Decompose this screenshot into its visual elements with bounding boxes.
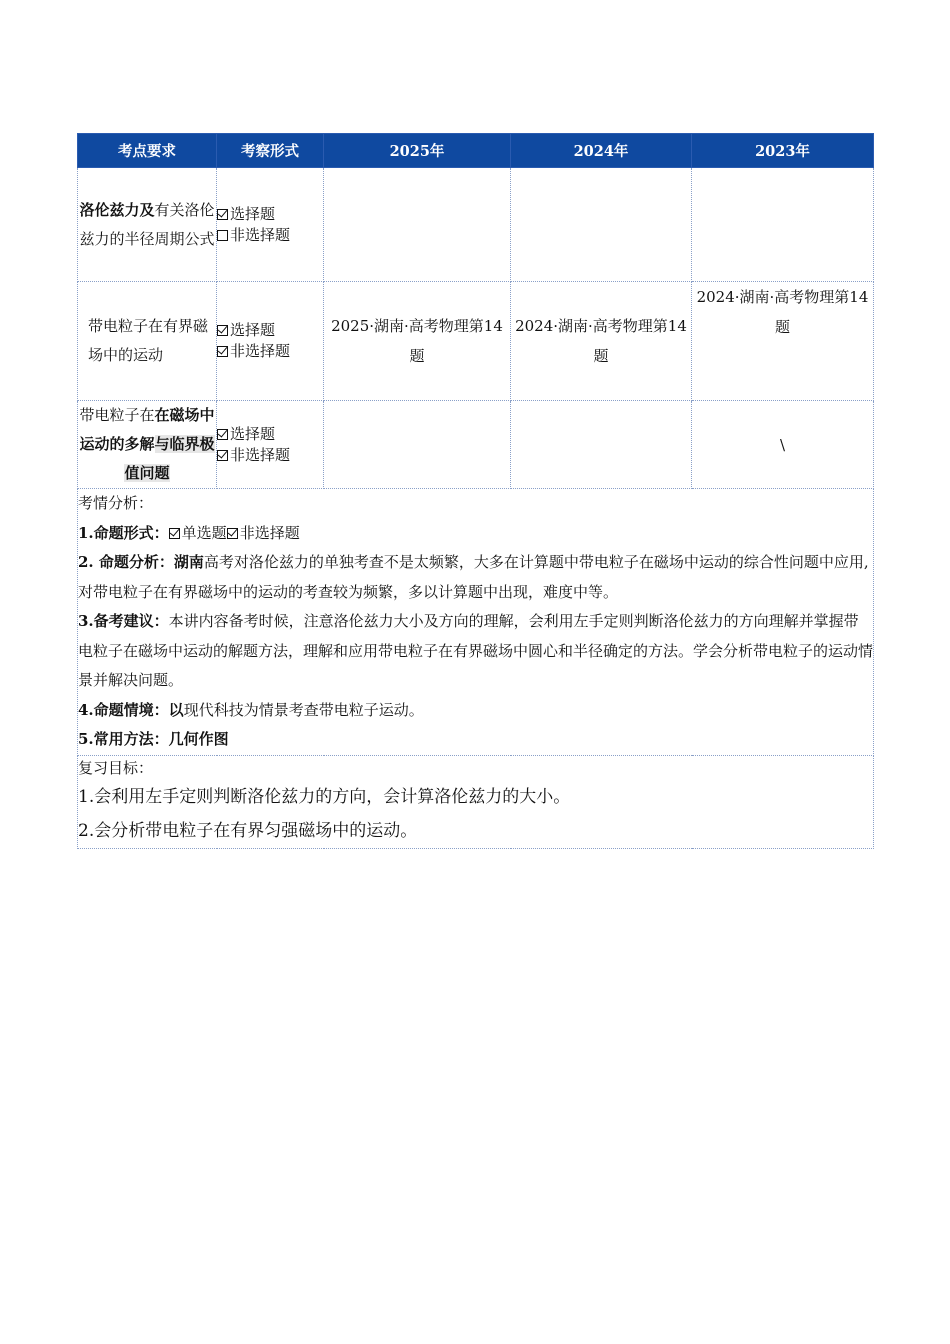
option-label: 选择题	[230, 424, 276, 443]
year-2025-cell	[324, 401, 511, 489]
format-option	[217, 225, 323, 246]
option-label: 选择题	[230, 204, 276, 223]
item-text: 高考对洛伦兹力的单独考查不是太频繁，大多在计算题中带电粒子在磁场中运动的综合性问题中应用, 对带电粒子在有界磁场中的运动的考查较为频繁，多以计算题中出现，难度中等。	[78, 553, 869, 601]
topic-highlighted-text: 与临界极值问题	[124, 435, 215, 482]
format-option	[217, 424, 323, 445]
format-option	[217, 204, 323, 225]
item-label: 3.备考建议：	[78, 612, 169, 630]
review-title: 复习目标：	[78, 758, 154, 777]
format-option	[217, 445, 323, 466]
checked-box-icon	[217, 346, 228, 357]
option-label: 非选择题	[230, 445, 291, 464]
analysis-cell	[78, 489, 874, 756]
analysis-item-4	[78, 696, 873, 726]
topic-bold-text: 洛伦兹力及	[79, 200, 155, 219]
header-2023: 2023年	[692, 134, 874, 168]
table-row	[78, 401, 874, 489]
format-cell	[217, 401, 324, 489]
option-label: 单选题	[181, 523, 227, 542]
header-format: 考察形式	[217, 134, 324, 168]
year-2025-cell	[324, 282, 511, 401]
header-2025: 2025年	[324, 134, 511, 168]
exam-reference: 2025·湖南·高考物理第14题	[331, 317, 503, 365]
exam-reference: 2024·湖南·高考物理第14题	[696, 288, 869, 336]
analysis-title: 考情分析：	[78, 494, 154, 512]
option-label: 非选择题	[230, 225, 291, 244]
topic-cell	[78, 401, 217, 489]
checked-box-icon	[217, 209, 228, 220]
topic-cell	[78, 168, 217, 282]
topic-text: 有关洛伦兹力的半径周期公式	[79, 200, 215, 248]
table-row	[78, 282, 874, 401]
table-header-row	[78, 134, 874, 168]
item-label: 2. 命题分析：	[78, 553, 174, 571]
checked-box-icon	[217, 450, 228, 461]
analysis-row	[78, 489, 874, 756]
item-label: 1.命题形式：	[78, 523, 169, 542]
topic-bold-text: 在磁场中运动的多解	[79, 406, 215, 453]
review-cell	[78, 755, 874, 848]
analysis-item-1	[78, 519, 873, 549]
checked-box-icon	[227, 528, 238, 539]
item-text: 本讲内容备考时候，注意洛伦兹力大小及方向的理解，会利用左手定则判断洛伦兹力的方向理解并掌握带电粒子在磁场中运动的解题方法，理解和应用带电粒子在有界磁场中圆心和半径确定的方法。学会分析带电粒子的运动情景并解决问题。	[78, 612, 874, 689]
format-cell	[217, 168, 324, 282]
year-2024-cell	[511, 401, 692, 489]
exam-analysis-table	[77, 133, 874, 849]
topic-text: 带电粒子在	[79, 406, 155, 424]
format-cell	[217, 282, 324, 401]
analysis-item-2	[78, 548, 873, 607]
review-item: 1.会利用左手定则判断洛伦兹力的方向，会计算洛伦兹力的大小。	[78, 786, 571, 807]
item-label: 4.命题情境：	[78, 700, 169, 719]
option-label: 非选择题	[239, 523, 300, 542]
item-bold-text: 湖南	[173, 553, 204, 571]
option-label: 选择题	[230, 321, 276, 339]
format-option	[217, 320, 323, 341]
checked-box-icon	[217, 325, 228, 336]
header-2024: 2024年	[511, 134, 692, 168]
analysis-item-3	[78, 607, 873, 696]
exam-reference: 2024·湖南·高考物理第14题	[515, 317, 687, 365]
table-row	[78, 168, 874, 282]
checked-box-icon	[169, 528, 180, 539]
year-2023-cell	[692, 168, 874, 282]
item-label: 5.常用方法：几何作图	[78, 730, 229, 748]
topic-cell: 带电粒子在有界磁场中的运动	[78, 282, 217, 401]
unchecked-box-icon	[217, 230, 228, 241]
review-row	[78, 755, 874, 848]
year-2025-cell	[324, 168, 511, 282]
item-bold-text: 以	[168, 700, 184, 719]
option-label: 非选择题	[230, 342, 291, 360]
year-2024-cell	[511, 168, 692, 282]
year-2023-cell: \	[692, 401, 874, 489]
year-2023-cell	[692, 282, 874, 401]
review-item: 2.会分析带电粒子在有界匀强磁场中的运动。	[78, 820, 418, 841]
checked-box-icon	[217, 429, 228, 440]
year-2024-cell	[511, 282, 692, 401]
analysis-item-5	[78, 725, 873, 755]
header-topic: 考点要求	[78, 134, 217, 168]
format-option	[217, 341, 323, 362]
item-text: 现代科技为情景考查带电粒子运动。	[183, 700, 424, 719]
